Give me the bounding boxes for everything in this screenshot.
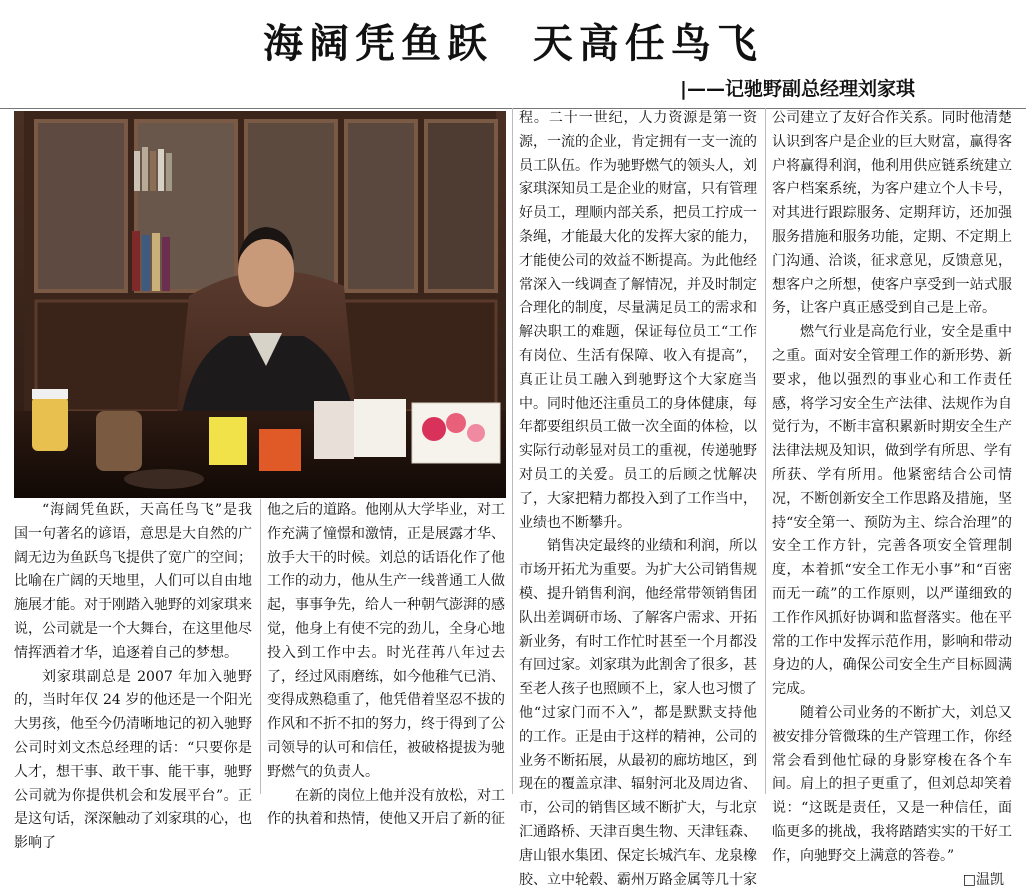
paragraph: 刘家琪副总是 2007 年加入驰野的，当时年仅 24 岁的他还是一个阳光大男孩，他至今仍清晰地记的初入驰野公司时刘文杰总经理的话：“只要你是人才，想干事、敢干事、能干事，驰野公司就为你提供机会和发展平台”。正是这句话，深深触动了刘家琪的心，也影响了 [14, 666, 252, 856]
article-column-1 [14, 499, 252, 856]
paragraph: 公司建立了友好合作关系。同时他清楚认识到客户是企业的巨大财富，赢得客户将赢得利润，他利用供应链系统建立客户档案系统，为客户建立个人卡号，对其进行跟踪服务、定期拜访，还加强服务措施和服务功能，定期、不定期上门沟通、洽谈，征求意见，反馈意见，想客户之所想，使客户享受到一站式服务，让客户真正感受到自己是上帝。 [772, 107, 1012, 321]
column-divider [512, 108, 513, 794]
column-divider [765, 108, 766, 794]
paragraph: 在新的岗位上他并没有放松，对工作的执着和热情，使他又开启了新的征 [267, 785, 505, 833]
paragraph: 随着公司业务的不断扩大，刘总又被安排分管微珠的生产管理工作，你经常会看到他忙碌的身影穿梭在各个车间。肩上的担子更重了，但刘总却笑着说：“这既是责任，又是一种信任，面临更多的挑战，我将踏踏实实的干好工作，向驰野交上满意的答卷。” [772, 702, 1012, 869]
article-column-2 [267, 499, 505, 832]
paragraph: 他之后的道路。他刚从大学毕业，对工作充满了憧憬和激情，正是展露才华、放手大干的时候。刘总的话语化作了他工作的动力，他从生产一线普通工人做起，事事争先，给人一种朝气澎湃的感觉，他身上有使不完的劲儿，全身心地投入到工作中去。时光荏苒八年过去了，经过风雨磨练，如今他稚气已消、变得成熟稳重了，他凭借着坚忍不拔的作风和不折不扣的努力，终于得到了公司领导的认可和信任，被破格提拔为驰野燃气的负责人。 [267, 499, 505, 785]
article-column-4 [772, 107, 1012, 892]
paragraph: 程。二十一世纪，人力资源是第一资源，一流的企业，肯定拥有一支一流的员工队伍。作为驰野燃气的领头人，刘家琪深知员工是企业的财富，只有管理好员工，理顺内部关系，把员工拧成一条绳，才能最大化的发挥大家的能力，才能使公司的效益不断提高。为此他经常深入一线调查了解情况，并及时制定合理化的制度，尽量满足员工的需求和解决职工的难题，保证每位员工“工作有岗位、生活有保障、收入有提高”，真正让员工融入到驰野这个大家庭当中。同时他还注重员工的身体健康，每年都要组织员工做一次全面的体检，以实际行动彰显对员工的重视，传递驰野对员工的关爱。员工的后顾之忧解决了，大家把精力都投入到了工作当中，业绩也不断攀升。 [519, 107, 757, 535]
paragraph: 燃气行业是高危行业，安全是重中之重。面对安全管理工作的新形势、新要求，他以强烈的事业心和工作责任感，将学习安全生产法律、法规作为自觉行为，不断丰富积累新时期安全生产法律法规及知识，做到学有所思、学有所获、学有所用。他紧密结合公司情况，不断创新安全工作思路及措施，坚持“安全第一、预防为主、综合治理”的安全工作方针，完善各项安全管理制度，本着抓“安全工作无小事”和“百密而无一疏”的工作原则，以严谨细致的工作作风抓好协调和监督落实。他在平常的工作中发挥示范作用，影响和带动身边的人，确保公司安全生产目标圆满完成。 [772, 321, 1012, 702]
paragraph: 销售决定最终的业绩和利润，所以市场开拓尤为重要。为扩大公司销售规模、提升销售利润，他经常带领销售团队出差调研市场、了解客户需求、开拓新业务，有时工作忙时甚至一个月都没有回过家。刘家琪为此割舍了很多，甚至老人孩子也照顾不上，家人也习惯了他“过家门而不入”，都是默默支持他的工作。正是由于这样的精神，公司的业务不断拓展，从最初的廊坊地区，到现在的覆盖京津、辐射河北及周边省、市，公司的销售区域不断扩大，与北京汇通路桥、天津百奥生物、天津钰森、唐山银水集团、保定长城汽车、龙泉橡胶、立中轮毂、霸州万路金属等几十家 [519, 535, 757, 892]
author-byline: □温凯 [772, 869, 1012, 892]
article-photo [14, 111, 506, 498]
paragraph: “海阔凭鱼跃，天高任鸟飞”是我国一句著名的谚语，意思是大自然的广阔无边为鱼跃鸟飞提供了宽广的空间；比喻在广阔的天地里，人们可以自由地施展才能。对于刚踏入驰野的刘家琪来说，公司就是一个大舞台，在这里他尽情挥洒着才华，追逐着自己的梦想。 [14, 499, 252, 666]
column-divider [260, 499, 261, 794]
article-title: 海阔凭鱼跃 天高任鸟飞 [0, 12, 1026, 69]
article-header [0, 0, 1026, 109]
article-subtitle: |——记驰野副总经理刘家琪 [680, 74, 915, 101]
office-photo-illustration [14, 111, 506, 498]
article-column-3 [519, 107, 757, 892]
